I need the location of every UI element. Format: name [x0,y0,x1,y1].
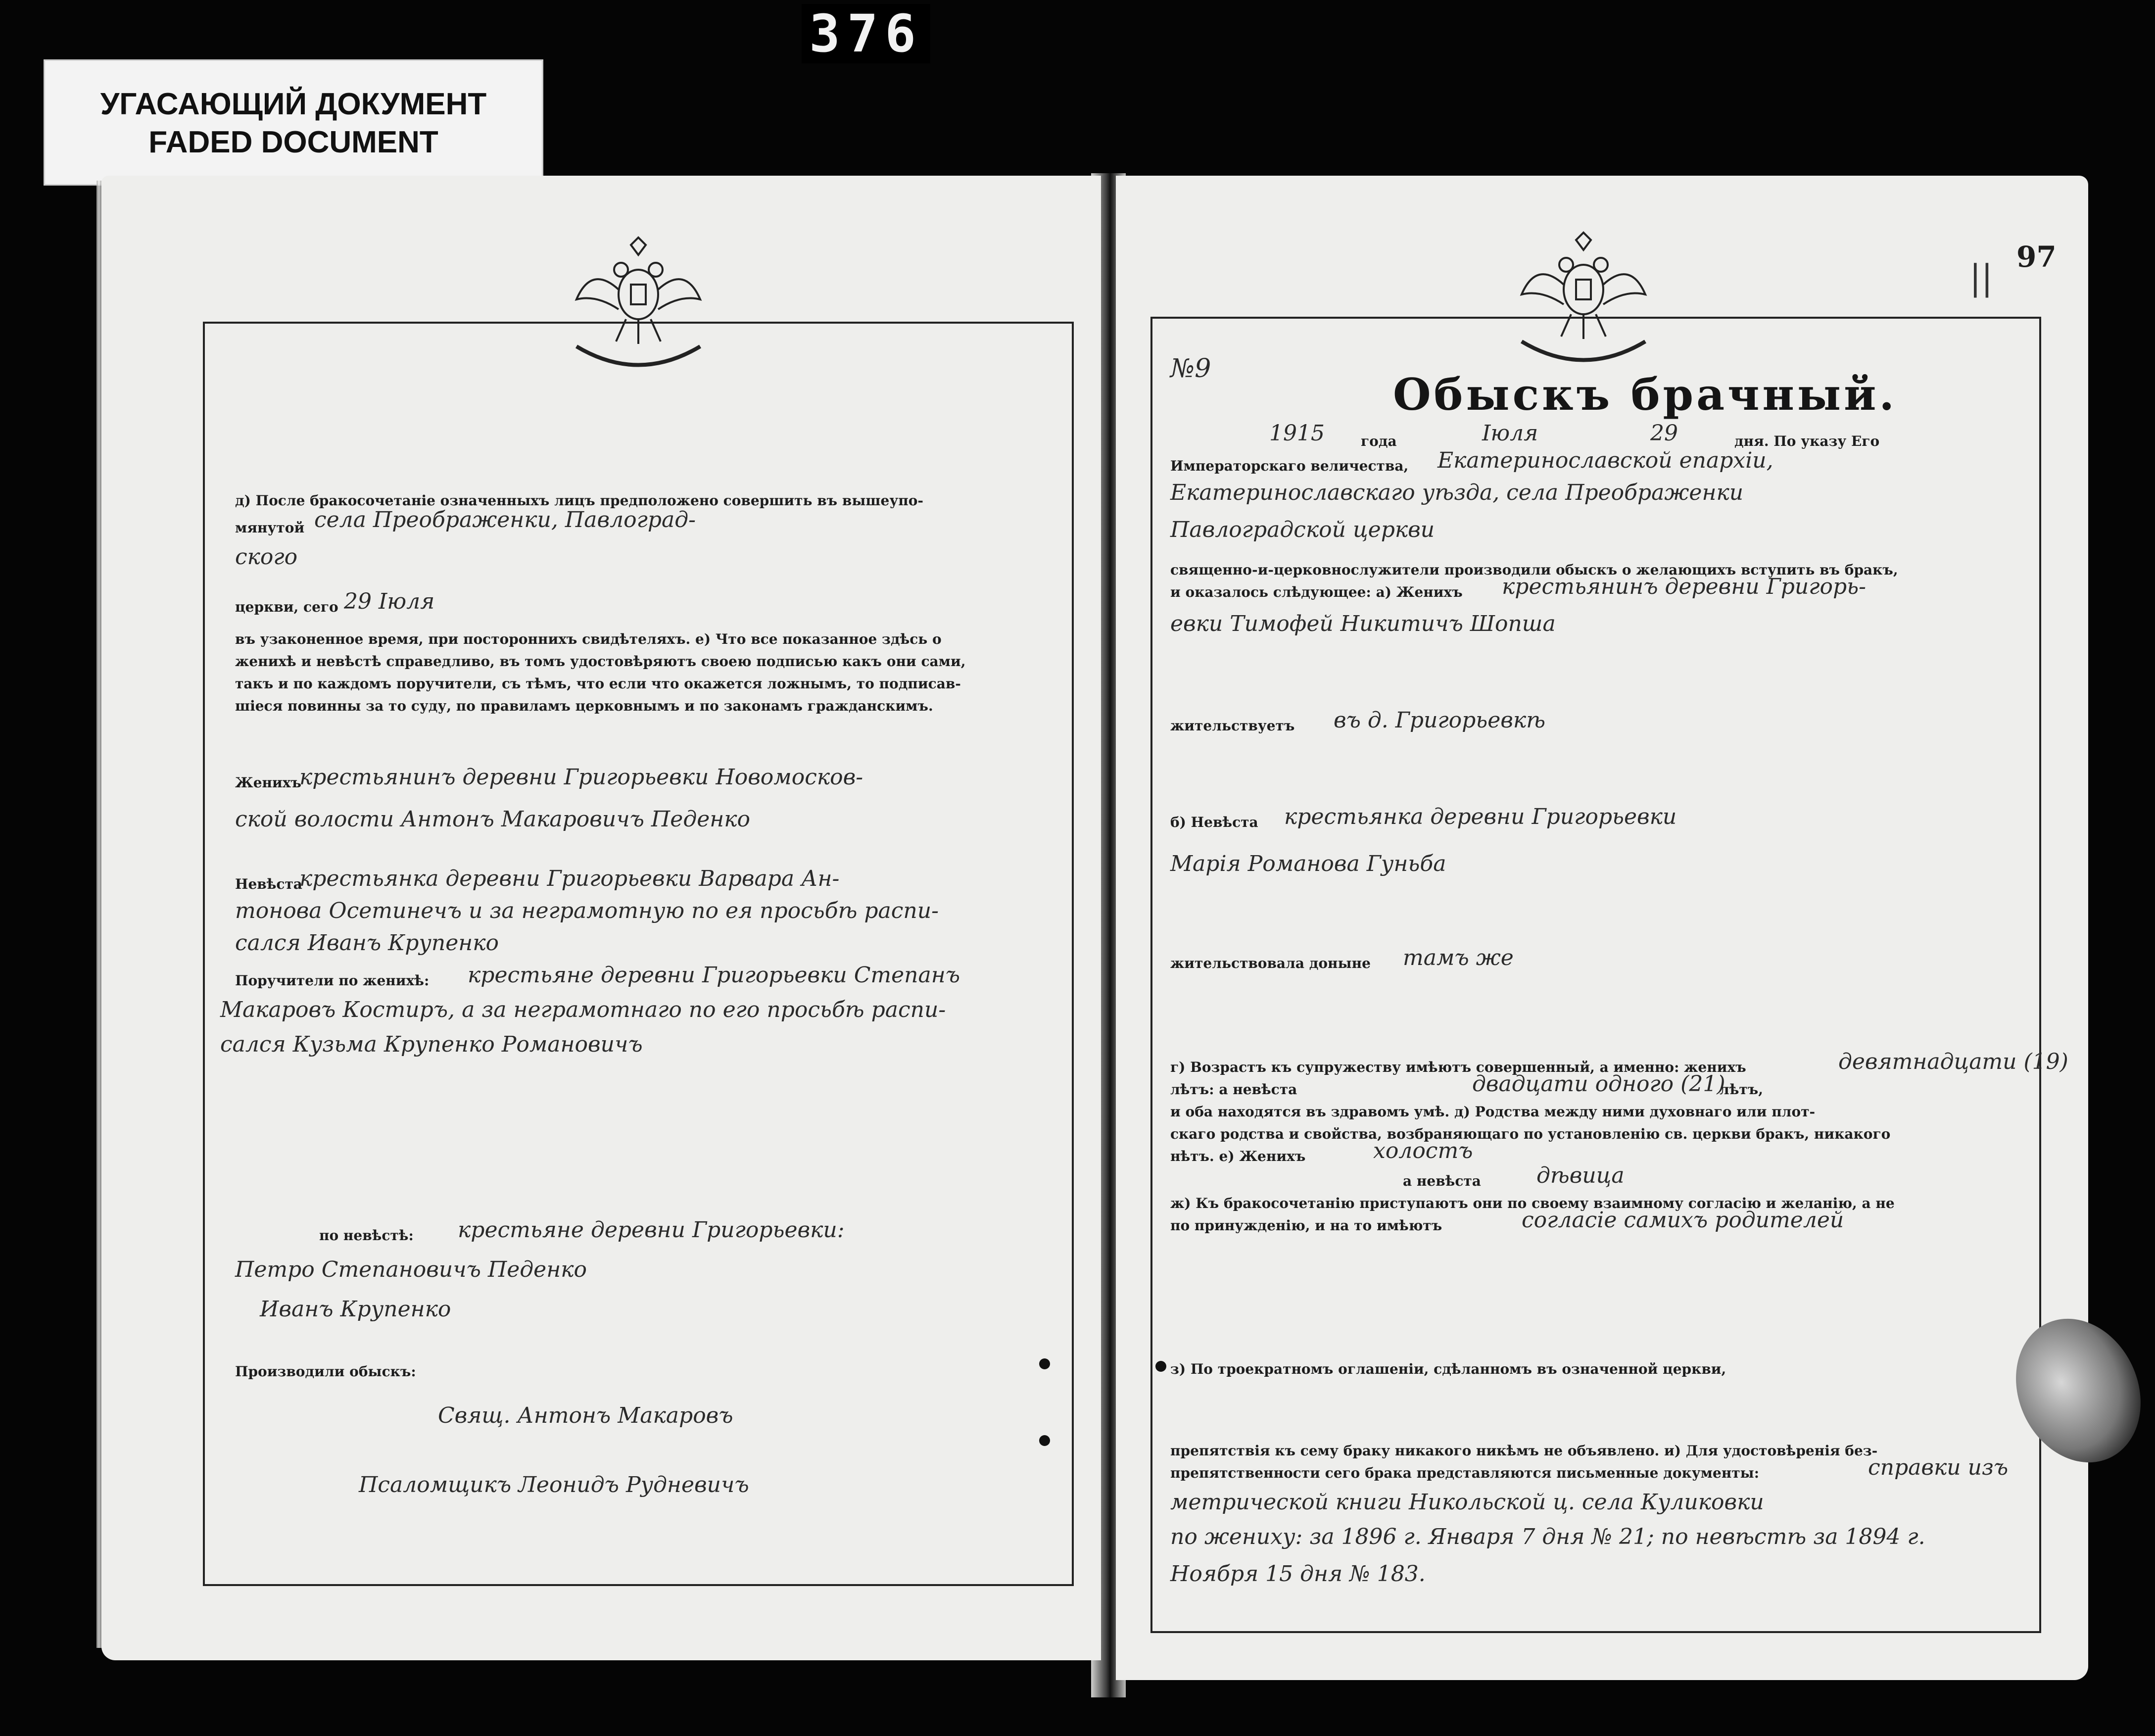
obstacle-line-2: препятственности сего брака представляются письменные документы: [1170,1465,1760,1481]
legal-text-3: такъ и по каждомъ поручители, съ тѣмъ, что если что окажется ложнымъ, то подписав- [235,675,961,692]
year-handwritten: 1915 [1269,421,1325,446]
day-label: дня. По указу Его [1734,433,1880,449]
bride-status-handwritten: дѣвица [1536,1163,1625,1188]
consent-handwritten: согласіе самихъ родителей [1522,1207,1844,1233]
documents-handwritten-1: справки изъ [1868,1455,2009,1480]
diocese-handwritten: Екатеринославской епархіи, [1437,448,1773,473]
groom-status-handwritten: холостъ [1373,1138,1473,1163]
bride-label: б) Невѣста [1170,814,1258,830]
bride-handwritten-3: сался Иванъ Крупенко [235,930,499,956]
church-label: церкви, сего [235,599,338,615]
groom-surety-label: Поручители по женихѣ: [235,972,430,989]
church-date-handwritten: 29 Іюля [344,589,435,614]
surety-handwritten-1: крестьяне деревни Григорьевки Степанъ [468,963,960,988]
bride-handwritten-1: крестьянка деревни Григорьевки [1284,804,1677,829]
bride-handwritten-2: Марія Романова Гуньба [1170,851,1446,876]
bride-handwritten-1: крестьянка деревни Григорьевки Варвара Ан- [299,866,840,891]
legal-text-4: шіеся повинны за то суду, по правиламъ церковнымъ и по законамъ гражданскимъ. [235,698,933,714]
groom-handwritten-1: крестьянинъ деревни Григорь- [1502,574,1866,599]
binding-hole [1039,1358,1050,1369]
document-title: Обыскъ брачный. [1393,369,1898,420]
register-number: №9 [1170,354,1211,384]
day-handwritten: 29 [1650,421,1678,446]
place-handwritten-2: ского [235,544,298,570]
bride-handwritten-2: тонова Осетинечъ и за неграмотную по ея просьбѣ распи- [235,898,939,923]
section-d-line2: мянутой [235,520,305,536]
age-line-3: лѣтъ, [1720,1081,1764,1098]
groom-handwritten-2: евки Тимофей Никитичъ Шопша [1170,611,1556,636]
legal-text-1: въ узаконенное время, при постороннихъ свидѣтеляхъ. е) Что все показанное здѣсь о [235,631,942,647]
clergy-line: священно-и-церковнослужители производили обыскъ о желающихъ вступить въ бракъ, [1170,562,1898,578]
church-handwritten: Павлоградской церкви [1170,517,1435,542]
documents-handwritten-3: по жениху: за 1896 г. Января 7 дня № 21; по невѣстѣ за 1894 г. [1170,1524,1925,1549]
health-line: и оба находятся въ здравомъ умѣ. д) Родства между ними духовнаго или плот- [1170,1104,1816,1120]
consent-line-2: по принужденію, и на то имѣютъ [1170,1217,1442,1234]
page-number: 97 [2016,240,2057,274]
age-line-1: г) Возрастъ къ супружеству имѣютъ совершенный, а именно: женихъ [1170,1059,1746,1075]
right-page-frame [1150,317,2041,1633]
month-handwritten: Іюля [1482,421,1538,446]
district-handwritten: Екатеринославскаго уѣзда, села Преображенки [1170,480,1744,505]
double-headed-eagle-emblem [1502,230,1665,374]
groom-handwritten-2: ской волости Антонъ Макаровичъ Педенко [235,807,751,832]
surety-handwritten-3: сался Кузьма Крупенко Романовичъ [220,1032,643,1057]
obstacle-line-1: препятствія къ сему браку никакого никѣмъ не объявлено. и) Для удостовѣренія без- [1170,1443,1878,1459]
microfilm-frame-number: 376 [802,4,930,63]
clergy-signature-1: Свящ. Антонъ Макаровъ [438,1403,733,1428]
clergy-signature-2: Псаломщикъ Леонидъ Рудневичъ [359,1472,749,1497]
groom-handwritten-1: крестьянинъ деревни Григорьевки Новомосков- [299,765,863,790]
surety-handwritten-2: Макаровъ Костиръ, а за неграмотнаго по его просьбѣ распи- [220,997,946,1022]
left-page [101,176,1101,1660]
residence-handwritten: въ д. Григорьевкѣ [1334,708,1546,733]
faded-document-label [44,59,543,186]
kin-line-2: нѣтъ. е) Женихъ [1170,1148,1306,1164]
faded-label-en: FADED DOCUMENT [148,125,438,159]
kin-line-3: а невѣста [1403,1173,1481,1189]
place-handwritten-1: села Преображенки, Павлоград- [314,507,696,532]
bride-surety-handwritten-3: Иванъ Крупенко [260,1297,451,1322]
bride-age-handwritten: двадцати одного (21) [1472,1071,1725,1097]
banns-line: з) По троекратномъ оглашеніи, сдѣланномъ въ означенной церкви, [1170,1361,1726,1377]
performed-label: Производили обыскъ: [235,1363,416,1380]
documents-handwritten-4: Ноября 15 дня № 183. [1170,1561,1426,1587]
age-line-2: лѣтъ: а невѣста [1170,1081,1297,1098]
documents-handwritten-2: метрической книги Никольской ц. села Куликовки [1170,1490,1764,1515]
bride-surety-handwritten-2: Петро Степановичъ Педенко [235,1257,587,1282]
faded-label-ru: УГАСАЮЩИЙ ДОКУМЕНТ [100,87,487,121]
right-page [1116,176,2088,1680]
bride-surety-handwritten-1: крестьяне деревни Григорьевки: [458,1217,845,1243]
bride-label: Невѣста [235,876,302,892]
groom-label: Женихъ [235,774,301,791]
binding-hole [1039,1435,1050,1446]
groom-age-handwritten: девятнадцати (19) [1838,1049,2068,1074]
kin-line-1: скаго родства и свойства, возбраняющаго по установленію св. церкви бракъ, никакого [1170,1126,1891,1142]
legal-text-2: женихѣ и невѣстѣ справедливо, въ томъ удостовѣряютъ своею подписью какъ они сами, [235,653,966,670]
consent-line-1: ж) Къ бракосочетанію приступаютъ они по своему взаимному согласію и желанію, а не [1170,1195,1895,1211]
bride-residence-handwritten: тамъ же [1403,945,1514,970]
found-line: и оказалось слѣдующее: а) Женихъ [1170,584,1463,600]
binding-hole [1155,1361,1166,1372]
section-d-line1: д) После бракосочетаніе означенныхъ лицъ предположено совершить въ вышеупо- [235,492,924,509]
margin-mark: || [1969,257,1993,298]
double-headed-eagle-emblem [557,235,720,379]
bride-residence-label: жительствовала доныне [1170,955,1371,971]
majesty-line: Императорскаго величества, [1170,458,1409,474]
bride-surety-label: по невѣстѣ: [319,1227,414,1244]
residence-label: жительствуетъ [1170,718,1295,734]
year-label: года [1361,433,1397,449]
